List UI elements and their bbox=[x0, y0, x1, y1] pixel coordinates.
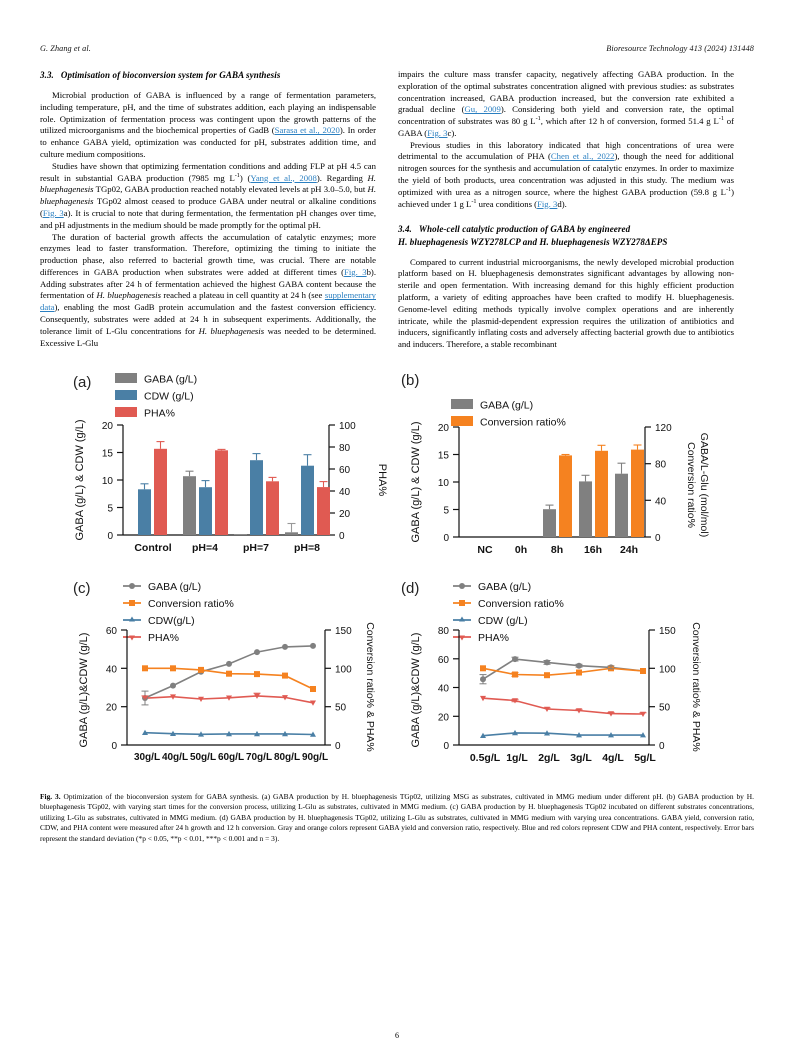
line-pha bbox=[483, 698, 643, 714]
svg-text:8h: 8h bbox=[550, 543, 564, 556]
svg-text:40g/L: 40g/L bbox=[161, 751, 189, 763]
section-number: 3.3. bbox=[40, 70, 54, 80]
panel-a-bars bbox=[138, 442, 330, 535]
panel-c-ytick-labels bbox=[106, 626, 118, 752]
svg-text:0: 0 bbox=[655, 532, 661, 544]
running-head-authors: G. Zhang et al. bbox=[40, 44, 91, 53]
section-heading-3-3 bbox=[40, 69, 376, 81]
svg-text:100: 100 bbox=[335, 664, 352, 676]
svg-text:100: 100 bbox=[339, 420, 356, 432]
text-run: impairs the culture mass transfer capacity, negatively affecting GABA production. In the exploration of the optimal substrates concentration aligned with previous studies: as substrates concentration increased, GABA production increased, but the conversion rate exhibited a gradual decline ( bbox=[398, 69, 734, 115]
svg-text:pH=4: pH=4 bbox=[192, 541, 218, 554]
bar-cdw bbox=[199, 487, 212, 535]
panel-d-lines bbox=[483, 659, 643, 736]
legend-marker-conv bbox=[459, 600, 465, 606]
svg-text:0.5g/L: 0.5g/L bbox=[469, 751, 501, 764]
legend-label-cdw: CDW(g/L) bbox=[148, 614, 195, 627]
svg-text:40: 40 bbox=[655, 496, 667, 508]
svg-text:40: 40 bbox=[437, 683, 449, 695]
figure-caption-text: Optimization of the bioconversion system for GABA synthesis. (a) GABA production by H. bluephagenesis TGp02, utilizing MSG as substrates, cultivated in MMG medium under different pH. (b) GABA production by H. bluephagenesis TGp02, with varying start times for the conversion process, utilizing L-Glu as substrates, cultivated in MMG medium. (c) GABA production by H. bluephagenesis TGp02 incubated on different substrates concentrations, utilizing L-Glu as substrates, cultivated in MMG medium. (d) GABA production by H. bluephagenesis TGp02, utilizing L-Glu as substrates, cultivated in MMG medium with varying urea concentrations. GABA yield, conversion ratio, CDW, and PHA content were measured after 24 h growth and 12 h conversion. Gray and orange colors represent GABA yield and conversion ratio, respectively. Blue and red colors represent CDW and PHA content, respectively. Error bars represent the standard deviation (*p < 0.05, **p < 0.01, ***p < 0.001 and n = 3). bbox=[40, 791, 754, 843]
svg-text:10: 10 bbox=[101, 475, 113, 487]
svg-text:NC: NC bbox=[477, 543, 493, 556]
svg-text:0: 0 bbox=[339, 530, 345, 542]
text-run: ) ( bbox=[239, 172, 251, 183]
bar-conv bbox=[631, 450, 644, 537]
svg-text:20: 20 bbox=[101, 420, 113, 432]
panel-c-lines bbox=[145, 646, 313, 735]
panel-c-ylabel: GABA (g/L)&CDW (g/L) bbox=[78, 632, 90, 748]
svg-text:3g/L: 3g/L bbox=[570, 751, 592, 764]
legend-label-pha: PHA% bbox=[144, 407, 175, 420]
legend-marker-conv bbox=[129, 600, 135, 606]
bar-pha bbox=[266, 481, 279, 535]
svg-text:50: 50 bbox=[659, 702, 671, 714]
legend-swatch-conv bbox=[451, 416, 473, 426]
svg-text:50g/L: 50g/L bbox=[189, 751, 217, 763]
legend-marker-gaba bbox=[459, 583, 465, 589]
running-head-journal: Bioresource Technology 413 (2024) 131448 bbox=[606, 44, 754, 53]
panel-d-ytick-labels bbox=[438, 626, 450, 752]
svg-text:50: 50 bbox=[335, 702, 347, 714]
bar-gaba bbox=[615, 474, 628, 537]
panel-a-y2label: PHA% bbox=[376, 463, 388, 497]
section-title: Whole-cell catalytic production of GABA by engineered bbox=[418, 224, 631, 235]
text-run: Compared to current industrial microorganisms, the newly developed microbial production platform based on H. bluephagenesis demonstrates significant advantages by allowing non-sterile and open fermentation. With increasing demand for this highly efficient production platform, a variety of editing approaches have been crafted to modify H. bluephagenesis. Genome-level editing methods typically involve complex operations and are inherently intricate, while the plasmid-dependent expression requires the utilization of antibiotics and inducers, significantly inflating costs and adversely affecting bacterial growth due to antibiotics and inducers. Therefore, a stable recombinant bbox=[398, 256, 734, 350]
text-run: , which after 12 h of conversion, formed 51.4 g L bbox=[540, 116, 719, 127]
paragraph-r1 bbox=[398, 69, 734, 140]
svg-text:80: 80 bbox=[339, 442, 351, 454]
svg-text:90g/L: 90g/L bbox=[301, 751, 329, 763]
svg-text:0: 0 bbox=[335, 740, 341, 752]
legend-marker-cdw bbox=[129, 616, 135, 621]
panel-a-svg bbox=[67, 365, 397, 575]
svg-text:30g/L: 30g/L bbox=[133, 751, 161, 763]
panel-a-label: (a) bbox=[73, 373, 92, 391]
panel-d-xtick-labels bbox=[470, 752, 657, 764]
svg-text:20: 20 bbox=[437, 422, 449, 434]
panel-d-y2label: Conversion ratio% & PHA% bbox=[690, 622, 702, 752]
text-run: b). Adding substrates after 24 h of fermentation achieved the highest GABA content because the fermentation of bbox=[40, 266, 376, 301]
svg-text:pH=7: pH=7 bbox=[243, 541, 269, 554]
section-title-line2: H. bluephagenesis WZY278LCP and H. bluephagenesis WZY278ΔEPS bbox=[398, 236, 668, 247]
legend-marker-gaba bbox=[129, 583, 135, 589]
svg-text:2g/L: 2g/L bbox=[538, 751, 560, 764]
paragraph-l3 bbox=[40, 232, 376, 350]
superscript: -1 bbox=[718, 115, 724, 123]
text-run: ), though the need for additional nitrogen sources for the synthesis and accumulation of catalytic enzymes. In order to maximize the yield of both products, urea concentration was adjusted in this study. The medium was optimized with urea as a nitrogen source, where the highest GABA production (59.8 g L bbox=[398, 151, 734, 197]
svg-text:24h: 24h bbox=[619, 543, 639, 556]
text-run: TGp02, GABA production reached notably elevated levels at pH 3.0–5.0, but bbox=[93, 184, 368, 195]
svg-text:100: 100 bbox=[659, 664, 676, 676]
legend-label-cdw: CDW (g/L) bbox=[478, 614, 528, 627]
bar-pha bbox=[215, 450, 228, 535]
bar-gaba bbox=[183, 476, 196, 535]
species-name: H. bluephagenesis bbox=[40, 172, 376, 195]
figure-3 bbox=[40, 365, 754, 845]
bar-conv bbox=[559, 455, 572, 537]
legend-swatch-gaba bbox=[451, 399, 473, 409]
bar-cdw bbox=[250, 460, 263, 535]
panel-b-y2label-1: Conversion ratio% bbox=[685, 442, 697, 528]
svg-text:120: 120 bbox=[655, 422, 672, 434]
supplementary-link[interactable]: supplementary data bbox=[40, 290, 376, 313]
superscript: -1 bbox=[471, 197, 477, 205]
svg-text:40: 40 bbox=[105, 664, 117, 676]
body-columns bbox=[40, 69, 754, 351]
text-run: Microbial production of GABA is influenced by a range of fermentation parameters, including temperature, pH, and the time of substrates addition, each playing an indispensable role. Optimization of fermentation process was contingent upon the growth patterns of the utilized microorganisms and the biochemical properties of GadB ( bbox=[40, 90, 376, 136]
figure-link[interactable]: Fig. 3 bbox=[537, 198, 558, 209]
text-run: Studies have shown that optimizing fermentation conditions and adding FLP at pH 4.5 can result in substantial GABA production (7985 mg L bbox=[40, 160, 376, 183]
panel-c-axes bbox=[121, 630, 331, 745]
species-name: H. bluephagenesis bbox=[40, 184, 376, 207]
figure-link[interactable]: Fig. 3 bbox=[427, 127, 448, 138]
right-column bbox=[398, 69, 734, 351]
panel-d-svg bbox=[397, 575, 727, 780]
text-run: urea conditions ( bbox=[476, 198, 538, 209]
text-run: ). Considering both yield and conversion rate, the optimal concentration of substrates was 80 g L bbox=[398, 104, 734, 127]
svg-text:0: 0 bbox=[443, 532, 449, 544]
svg-text:80g/L: 80g/L bbox=[273, 751, 301, 763]
svg-text:60: 60 bbox=[105, 625, 117, 637]
panel-c-markers bbox=[142, 643, 316, 737]
panel-b-y2label-2: GABA/L-Glu (mol/mol) bbox=[698, 432, 710, 538]
panel-b-svg bbox=[397, 365, 727, 575]
bar-gaba bbox=[579, 481, 592, 537]
superscript: -1 bbox=[535, 115, 541, 123]
left-column bbox=[40, 69, 376, 349]
svg-text:5: 5 bbox=[107, 503, 113, 515]
panel-b-legend bbox=[451, 399, 566, 429]
svg-text:15: 15 bbox=[437, 450, 449, 462]
paragraph-r3 bbox=[398, 257, 734, 351]
panel-a-legend bbox=[115, 373, 197, 420]
svg-text:0: 0 bbox=[107, 530, 113, 542]
figure-link[interactable]: Fig. 3 bbox=[344, 266, 367, 277]
svg-text:60: 60 bbox=[437, 654, 449, 666]
figure-link[interactable]: Fig. 3 bbox=[42, 207, 64, 218]
panel-d-y2tick-labels bbox=[659, 626, 676, 752]
panel-c-label: (c) bbox=[73, 579, 91, 597]
paragraph-r2 bbox=[398, 140, 734, 211]
line-cdw bbox=[483, 733, 643, 736]
svg-text:150: 150 bbox=[659, 625, 676, 637]
legend-label-conv: Conversion ratio% bbox=[480, 416, 566, 429]
section-number: 3.4. bbox=[398, 224, 412, 235]
legend-label-pha: PHA% bbox=[478, 631, 509, 644]
legend-label-gaba: GABA (g/L) bbox=[144, 373, 198, 386]
panel-d-legend bbox=[453, 581, 564, 644]
figure-panel-grid bbox=[67, 365, 727, 780]
citation-link[interactable]: Gu, 2009 bbox=[464, 104, 501, 115]
panel-c-y2tick-labels bbox=[335, 626, 352, 752]
svg-text:20: 20 bbox=[105, 702, 117, 714]
panel-b-y2tick-labels bbox=[655, 423, 672, 544]
species-name: H. bluephagenesis bbox=[96, 290, 161, 301]
paragraph-l1 bbox=[40, 90, 376, 161]
panel-b-label: (b) bbox=[401, 371, 420, 389]
svg-text:15: 15 bbox=[101, 448, 113, 460]
svg-text:0: 0 bbox=[111, 740, 117, 752]
legend-label-conv: Conversion ratio% bbox=[478, 597, 564, 610]
panel-c-y2label: Conversion ratio% & PHA% bbox=[364, 622, 376, 752]
legend-label-conv: Conversion ratio% bbox=[148, 597, 234, 610]
panel-a-ylabel: GABA (g/L) & CDW (g/L) bbox=[74, 419, 86, 541]
svg-text:0: 0 bbox=[659, 740, 665, 752]
legend-label-cdw: CDW (g/L) bbox=[144, 390, 194, 403]
svg-text:150: 150 bbox=[335, 625, 352, 637]
legend-marker-pha bbox=[459, 635, 465, 640]
figure-caption-label: Fig. 3. bbox=[40, 791, 61, 801]
legend-marker-cdw bbox=[459, 616, 465, 621]
text-run: TGp02 almost ceased to produce GABA under neutral or alkaline conditions ( bbox=[40, 196, 376, 218]
text-run: ), enabling the most GadB protein accumulation and the fastest conversion efficiency. Consequently, substrates were added at 24 h in subsequent experiments. Additionally, the tolerance limit of L-Glu concentrations for bbox=[40, 302, 376, 336]
species-name: H. bluephagenesis bbox=[198, 325, 265, 336]
text-run: Previous studies in this laboratory indicated that high concentrations of urea were detrimental to the accumulation of PHA ( bbox=[398, 139, 734, 162]
text-run: ). In order to enhance GABA yield, optimization was conducted for pH, substrates addition time, and culture medium compositions. bbox=[40, 125, 376, 160]
svg-text:20: 20 bbox=[437, 712, 449, 724]
svg-text:60g/L: 60g/L bbox=[217, 751, 245, 763]
svg-text:pH=8: pH=8 bbox=[294, 541, 320, 554]
svg-text:4g/L: 4g/L bbox=[602, 751, 624, 764]
panel-d-ylabel: GABA (g/L)&CDW (g/L) bbox=[410, 632, 422, 748]
legend-swatch-cdw bbox=[115, 390, 137, 400]
text-run: c). bbox=[447, 127, 457, 138]
bar-gaba bbox=[234, 534, 247, 535]
legend-marker-pha bbox=[129, 635, 135, 640]
panel-b-bars bbox=[543, 445, 644, 537]
text-run: was needed to be determined. Excessive L-Glu bbox=[40, 325, 376, 348]
panel-c-svg bbox=[67, 575, 397, 780]
panel-c-xtick-labels bbox=[134, 752, 328, 763]
paragraph-l2 bbox=[40, 161, 376, 232]
page-number: 6 bbox=[395, 1031, 399, 1040]
svg-text:5g/L: 5g/L bbox=[634, 751, 656, 764]
chart-panel-b bbox=[397, 365, 727, 575]
superscript: -1 bbox=[725, 185, 732, 193]
legend-label-gaba: GABA (g/L) bbox=[478, 580, 532, 593]
chart-panel-c bbox=[67, 575, 397, 780]
text-run: reached a plateau in cell quantity at 24 h (see bbox=[160, 290, 325, 301]
panel-a-xtick-labels bbox=[134, 542, 320, 554]
svg-text:1g/L: 1g/L bbox=[506, 751, 528, 764]
svg-text:20: 20 bbox=[339, 508, 351, 520]
figure-caption bbox=[40, 792, 754, 845]
svg-text:0h: 0h bbox=[514, 543, 528, 556]
panel-b-ylabel: GABA (g/L) & CDW (g/L) bbox=[410, 421, 422, 543]
svg-text:16h: 16h bbox=[583, 543, 603, 556]
panel-c-legend bbox=[123, 581, 234, 644]
bar-pha bbox=[317, 487, 330, 535]
bar-gaba bbox=[285, 532, 298, 535]
text-run: ). Regarding bbox=[316, 172, 368, 183]
svg-text:Control: Control bbox=[134, 541, 172, 554]
text-run: of GABA ( bbox=[398, 116, 734, 138]
text-run: d). bbox=[557, 198, 567, 209]
panel-a-y2tick-labels bbox=[339, 421, 356, 542]
legend-swatch-pha bbox=[115, 407, 137, 417]
citation-link[interactable]: Sarasa et al., 2020 bbox=[274, 125, 340, 136]
svg-text:5: 5 bbox=[443, 505, 449, 517]
bar-pha bbox=[154, 449, 167, 535]
legend-label-pha: PHA% bbox=[148, 631, 179, 644]
bar-cdw bbox=[301, 466, 314, 535]
superscript: -1 bbox=[234, 171, 240, 179]
section-title: Optimisation of bioconversion system for GABA synthesis bbox=[60, 70, 281, 80]
running-head bbox=[40, 44, 754, 53]
svg-text:0: 0 bbox=[443, 740, 449, 752]
citation-link[interactable]: Chen et al., 2022 bbox=[550, 151, 615, 162]
chart-panel-d bbox=[397, 575, 727, 780]
bar-cdw bbox=[138, 489, 151, 535]
citation-link[interactable]: Yang et al., 2008 bbox=[250, 172, 317, 183]
bar-conv bbox=[595, 451, 608, 537]
text-run: a). It is crucial to note that during fermentation, the fermentation pH changes over time, and pH adjustments in the medium should be made promptly for the optimal pH. bbox=[40, 207, 376, 230]
svg-text:80: 80 bbox=[437, 625, 449, 637]
text-run: The duration of bacterial growth affects the accumulation of catalytic enzymes; more enzymes lead to faster transformation. Therefore, optimizing the timing to initiate the production phase, also referred to bacterial growth time, was crucial. There are notable differences in GABA production when substrates were added at different times ( bbox=[40, 231, 376, 277]
svg-text:10: 10 bbox=[437, 477, 449, 489]
legend-label-gaba: GABA (g/L) bbox=[480, 399, 534, 412]
chart-panel-a bbox=[67, 365, 397, 575]
panel-d-axes bbox=[453, 630, 655, 745]
svg-text:40: 40 bbox=[339, 486, 351, 498]
panel-b-xtick-labels bbox=[477, 544, 638, 556]
line-conv bbox=[483, 668, 643, 675]
section-heading-3-4 bbox=[398, 223, 734, 247]
panel-d-label: (d) bbox=[401, 579, 420, 597]
legend-label-gaba: GABA (g/L) bbox=[148, 580, 202, 593]
svg-text:70g/L: 70g/L bbox=[245, 751, 273, 763]
text-run: ) achieved under 1 g L bbox=[398, 186, 734, 209]
svg-text:80: 80 bbox=[655, 459, 667, 471]
panel-b-ytick-labels bbox=[438, 423, 450, 544]
bar-gaba bbox=[543, 509, 556, 537]
panel-a-ytick-labels bbox=[102, 421, 114, 542]
legend-swatch-gaba bbox=[115, 373, 137, 383]
svg-text:60: 60 bbox=[339, 464, 351, 476]
